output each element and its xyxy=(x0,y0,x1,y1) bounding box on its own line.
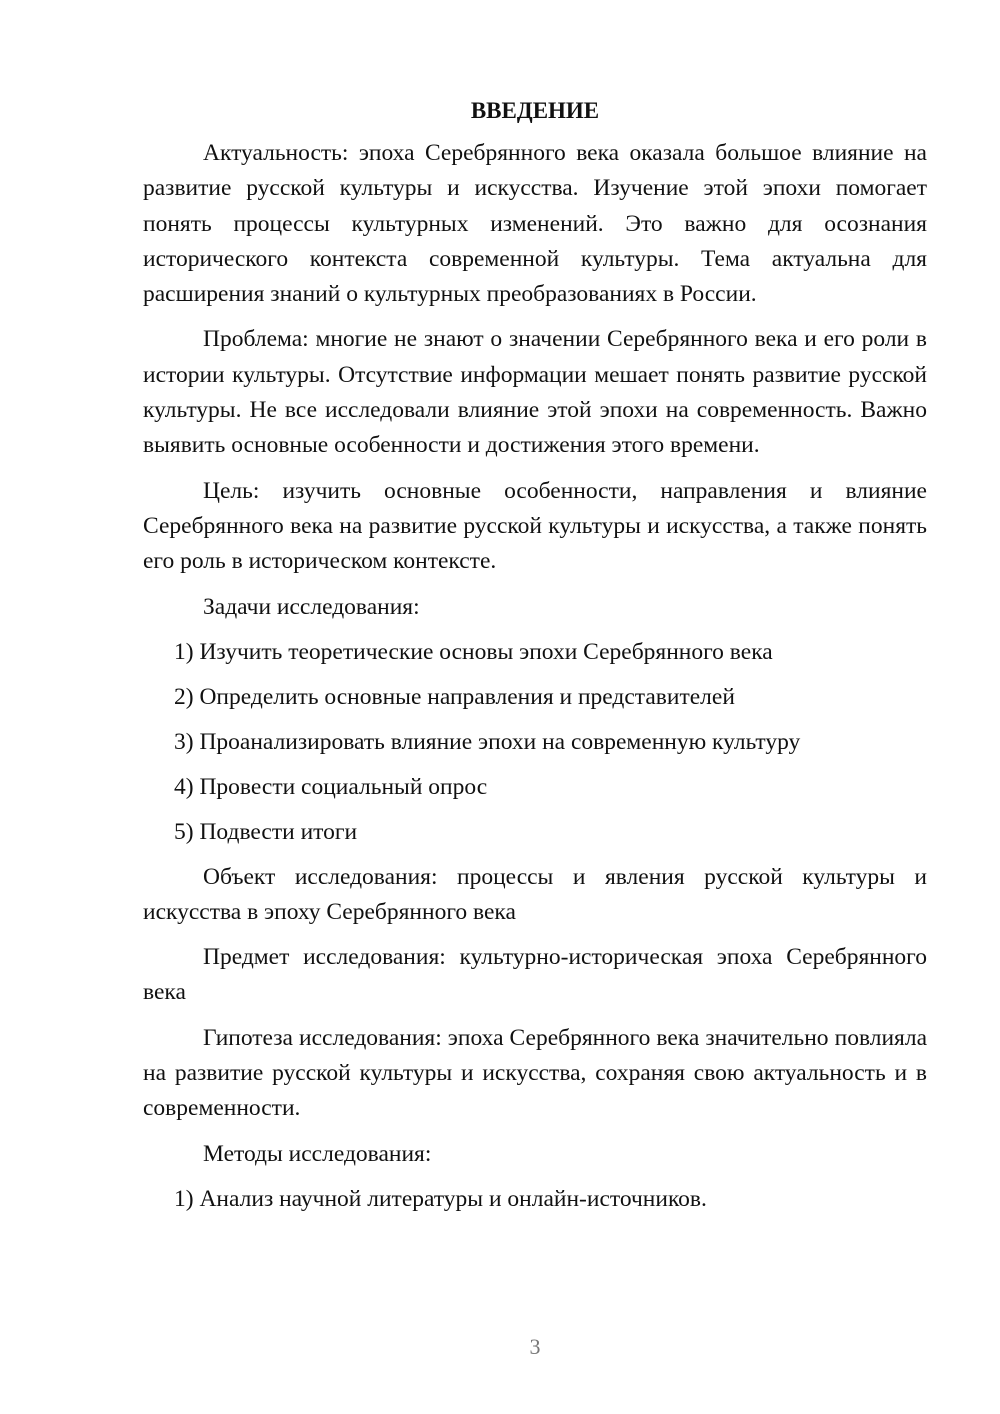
object-paragraph: Объект исследования: процессы и явления русской культуры и искусства в эпоху Серебрянного века xyxy=(143,863,927,925)
section-title: ВВЕДЕНИЕ xyxy=(470,98,600,123)
list-item: 2) Определить основные направления и представителей xyxy=(174,683,735,710)
list-item: 5) Подвести итоги xyxy=(174,818,358,845)
methods-heading: Методы исследования: xyxy=(203,1140,432,1167)
list-item: 4) Провести социальный опрос xyxy=(174,773,488,800)
tasks-heading: Задачи исследования: xyxy=(203,593,420,620)
tasks-list xyxy=(143,635,927,850)
subject-paragraph: Предмет исследования: культурно-историческая эпоха Серебрянного века xyxy=(143,944,927,1006)
goal-paragraph: Цель: изучить основные особенности, направления и влияние Серебрянного века на развитие русской культуры и искусства, а также понять его роль в историческом контексте. xyxy=(143,477,927,575)
page-content xyxy=(143,96,927,1227)
problem-paragraph: Проблема: многие не знают о значении Серебрянного века и его роли в истории культуры. Отсутствие информации мешает понять развитие русской культуры. Не все исследовали влияние этой эпохи на современность. Важно выявить основные особенности и достижения этого времени. xyxy=(143,326,927,459)
page-number: 3 xyxy=(529,1334,541,1359)
list-item: 1) Анализ научной литературы и онлайн-источников. xyxy=(174,1185,707,1212)
hypothesis-paragraph: Гипотеза исследования: эпоха Серебрянного века значительно повлияла на развитие русской культуры и искусства, сохраняя свою актуальность и в современности. xyxy=(143,1024,927,1122)
list-item: 3) Проанализировать влияние эпохи на современную культуру xyxy=(174,728,801,755)
list-item: 1) Изучить теоретические основы эпохи Серебрянного века xyxy=(174,638,773,665)
methods-list xyxy=(143,1182,927,1217)
relevance-paragraph: Актуальность: эпоха Серебрянного века оказала большое влияние на развитие русской культуры и искусства. Изучение этой эпохи помогает понять процессы культурных изменений. Это важно для осознания исторического контекста современной культуры. Тема актуальна для расширения знаний о культурных преобразованиях в России. xyxy=(143,140,927,308)
